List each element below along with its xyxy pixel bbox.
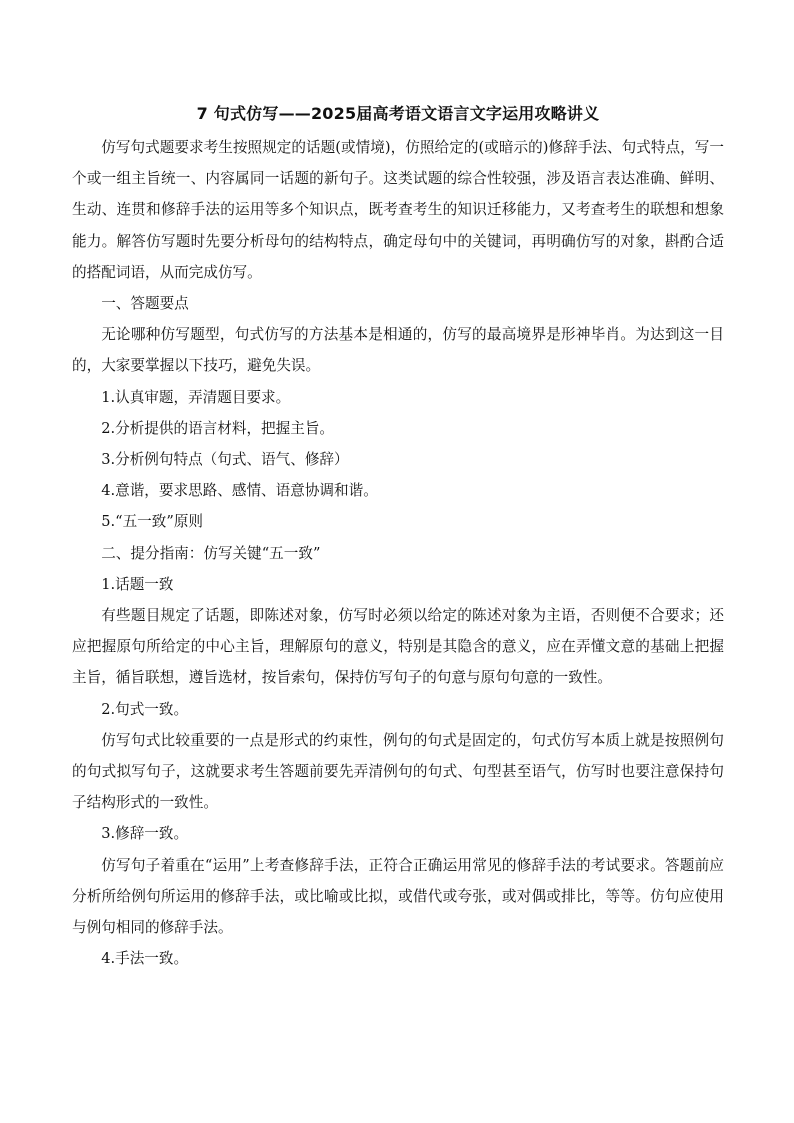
subheading-sentence-pattern: 2.句式一致。: [101, 700, 189, 718]
list-item: 4.意谐，要求思路、感情、语意协调和谐。: [101, 482, 378, 500]
subheading-topic: 1.话题一致: [101, 575, 174, 593]
list-item: 5.“五一致”原则: [101, 513, 204, 531]
body-paragraph: 仿写句子着重在“运用”上考查修辞手法，正符合正确运用常见的修辞手法的考试要求。答题前应分析所给例句所运用的修辞手法，或比喻或比拟，或借代或夸张，或对偶或排比，等等。仿句应使用与例句相同的修辞手法。: [72, 856, 724, 937]
intro-paragraph: 仿写句式题要求考生按照规定的话题(或情境)，仿照给定的(或暗示的)修辞手法、句式特点，写一个或一组主旨统一、内容属同一话题的新句子。这类试题的综合性较强，涉及语言表达准确、鲜明、生动、连贯和修辞手法的运用等多个知识点，既考查考生的知识迁移能力，又考查考生的联想和想象能力。解答仿写题时先要分析母句的结构特点，确定母句中的关键词，再明确仿写的对象，斟酌合适的搭配词语，从而完成仿写。: [72, 139, 724, 281]
section-heading-answer-points: 一、答题要点: [101, 295, 189, 313]
subheading-technique: 4.手法一致。: [101, 950, 189, 968]
body-paragraph: 有些题目规定了话题，即陈述对象，仿写时必须以给定的陈述对象为主语，否则便不合要求；还应把握原句所给定的中心主旨，理解原句的意义，特别是其隐含的意义，应在弄懂文意的基础上把握主旨，循旨联想，遵旨选材，按旨索句，保持仿写句子的句意与原句句意的一致性。: [72, 607, 724, 687]
subheading-rhetoric: 3.修辞一致。: [101, 825, 189, 843]
list-item: 3.分析例句特点（句式、语气、修辞）: [101, 451, 349, 469]
list-item: 2.分析提供的语言材料，把握主旨。: [101, 419, 335, 437]
list-item: 1.认真审题，弄清题目要求。: [101, 388, 291, 406]
document-page: [72, 100, 724, 974]
section-heading-score-guide: 二、提分指南：仿写关键“五一致”: [101, 544, 321, 562]
body-paragraph: 仿写句式比较重要的一点是形式的约束性，例句的句式是固定的，句式仿写本质上就是按照例句的句式拟写句子，这就要求考生答题前要先弄清例句的句式、句型甚至语气，仿写时也要注意保持句子结构形式的一致性。: [72, 731, 724, 812]
body-paragraph: 无论哪种仿写题型，句式仿写的方法基本是相通的，仿写的最高境界是形神毕肖。为达到这一目的，大家要掌握以下技巧，避免失误。: [72, 326, 724, 375]
document-title: 7 句式仿写——2025届高考语文语言文字运用攻略讲义: [196, 104, 600, 123]
